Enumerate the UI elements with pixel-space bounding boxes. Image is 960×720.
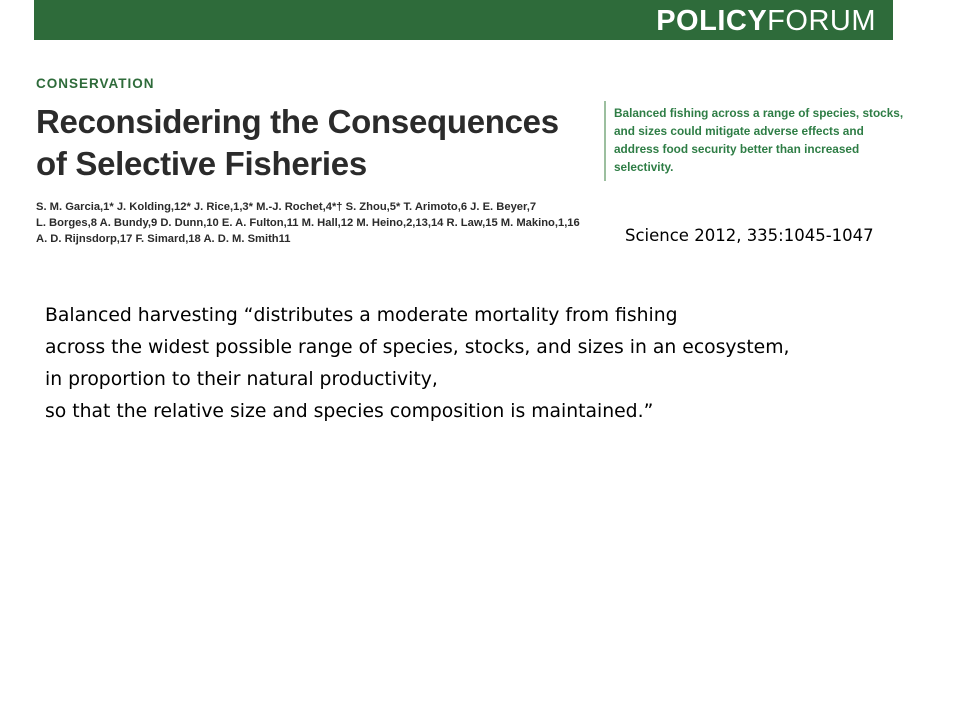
quote-line-3: in proportion to their natural productivity, [45, 369, 438, 390]
brand-strong-text: POLICY [656, 5, 768, 37]
author-line-2: L. Borges,8 A. Bundy,9 D. Dunn,10 E. A. Fulton,11 M. Hall,12 M. Heino,2,13,14 R. Law,15 M. Makino,1,16 [36, 217, 580, 229]
title-line-1: Reconsidering the Consequences [36, 103, 559, 140]
section-label: CONSERVATION [36, 76, 155, 91]
quote-line-1: Balanced harvesting “distributes a moderate mortality from fishing [45, 305, 678, 326]
article-title [36, 101, 596, 185]
balanced-harvesting-quote [45, 300, 925, 428]
policy-forum-banner [34, 0, 896, 40]
summary-divider [604, 101, 606, 181]
policy-forum-logo [656, 2, 876, 40]
citation: Science 2012, 335:1045-1047 [625, 226, 874, 245]
author-list [36, 199, 588, 247]
article-summary: Balanced fishing across a range of species, stocks, and sizes could mitigate adverse effects and address food security better than increased selectivity. [614, 106, 904, 174]
title-line-2: of Selective Fisheries [36, 145, 367, 182]
brand-light-text: FORUM [767, 5, 876, 37]
quote-line-2: across the widest possible range of species, stocks, and sizes in an ecosystem, [45, 337, 790, 358]
quote-line-4: so that the relative size and species composition is maintained.” [45, 401, 654, 422]
author-line-1: S. M. Garcia,1* J. Kolding,12* J. Rice,1,3* M.-J. Rochet,4*† S. Zhou,5* T. Arimoto,6 J. E. Beyer,7 [36, 201, 537, 213]
author-line-3: A. D. Rijnsdorp,17 F. Simard,18 A. D. M. Smith11 [36, 233, 291, 245]
banner-edge-divider [893, 0, 896, 40]
banner-edge-bar [889, 0, 891, 40]
